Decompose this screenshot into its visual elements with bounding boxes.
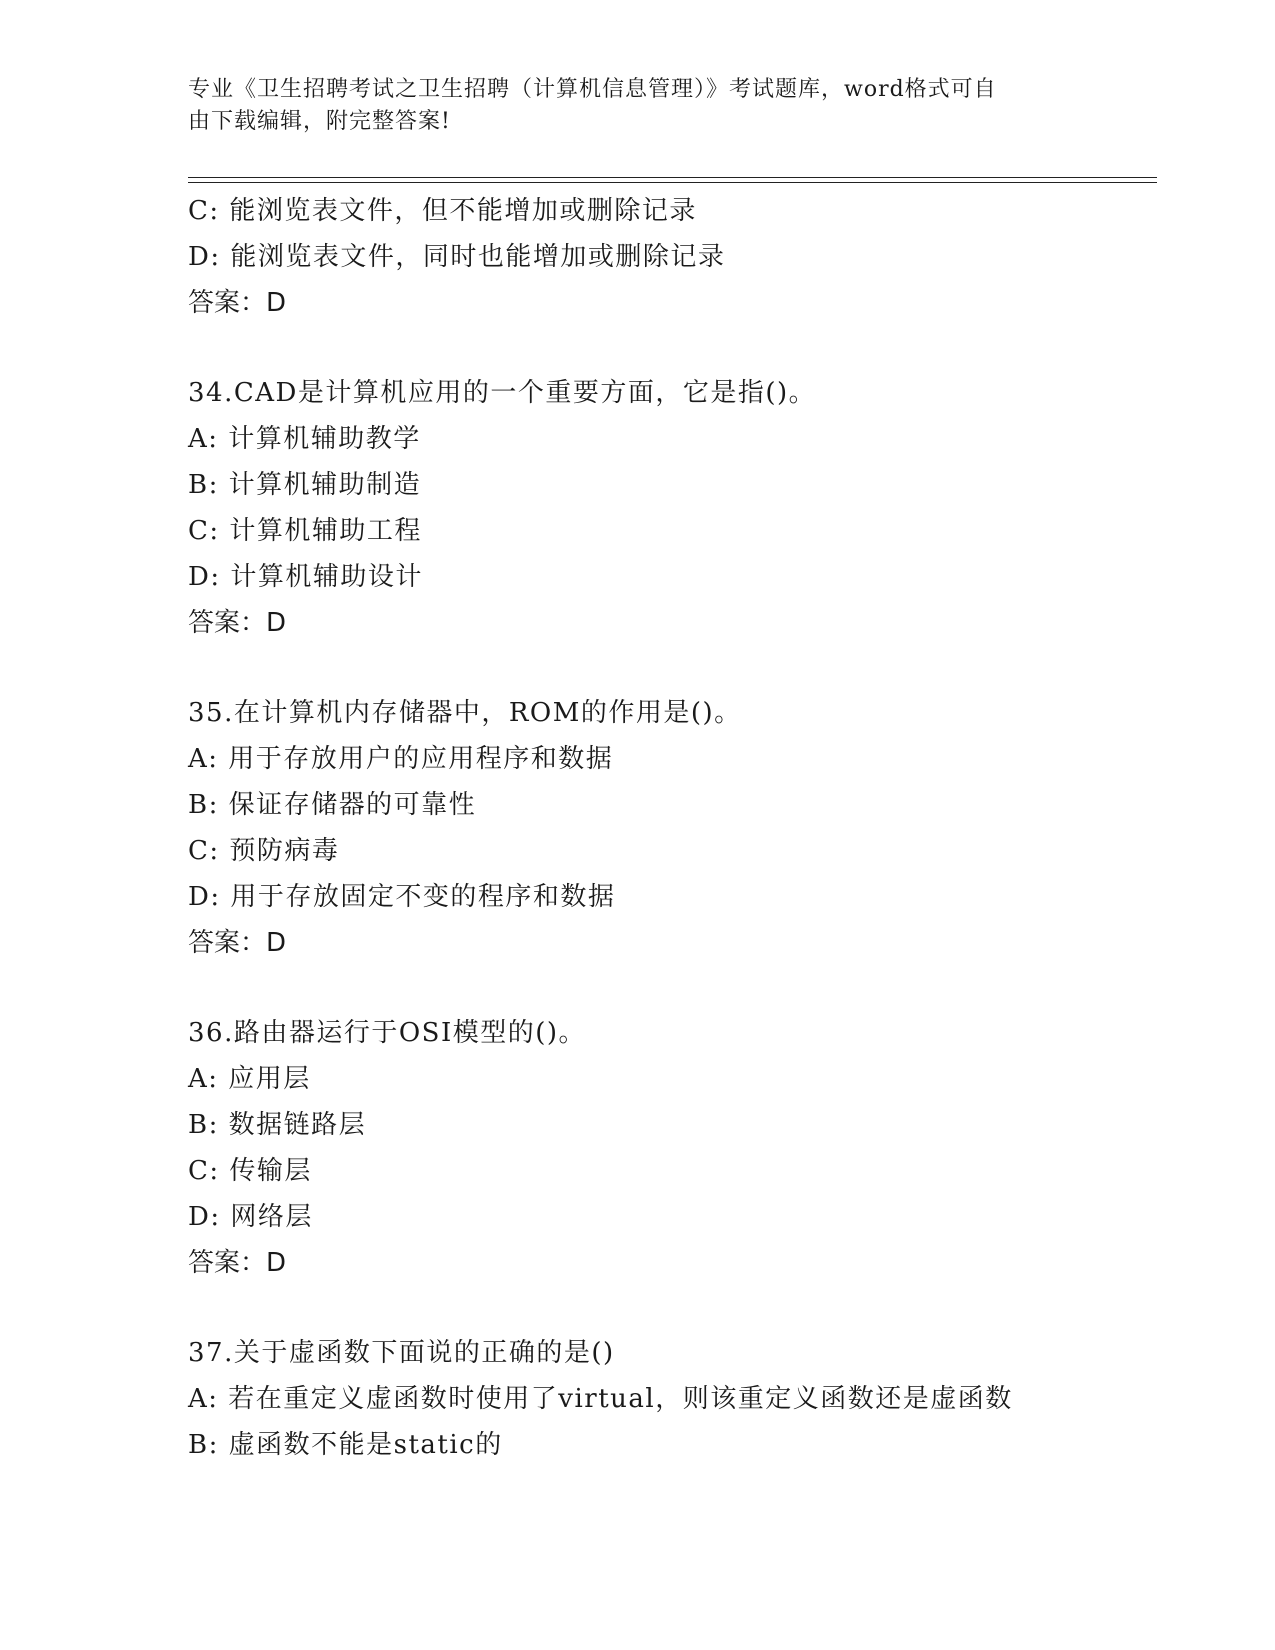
option-c: C: 传输层 <box>188 1156 312 1186</box>
answer: 答案：D <box>188 608 287 638</box>
answer: 答案：D <box>188 928 287 958</box>
header-rule-bottom <box>188 182 1157 183</box>
option-a: A: 应用层 <box>188 1064 311 1094</box>
option-c: C: 预防病毒 <box>188 836 340 866</box>
option-b: B: 虚函数不能是static的 <box>188 1430 503 1460</box>
header-rule-top <box>188 177 1157 178</box>
question-stem: 35.在计算机内存储器中，ROM的作用是()。 <box>188 698 742 728</box>
question-stem: 37.关于虚函数下面说的正确的是() <box>188 1338 615 1368</box>
option-a: A: 用于存放用户的应用程序和数据 <box>188 744 614 774</box>
spacer <box>188 326 1157 370</box>
header-line-2: 由下载编辑，附完整答案! <box>188 109 451 134</box>
question-stem: 36.路由器运行于OSI模型的()。 <box>188 1018 587 1048</box>
option-d: D: 计算机辅助设计 <box>188 562 423 592</box>
option-b: B: 数据链路层 <box>188 1110 367 1140</box>
option-d: D: 网络层 <box>188 1202 313 1232</box>
question-stem: 34.CAD是计算机应用的一个重要方面，它是指()。 <box>188 378 817 408</box>
question-35 <box>188 690 1157 966</box>
answer: 答案：D <box>188 1248 287 1278</box>
question-prev <box>188 188 1157 326</box>
spacer <box>188 1286 1157 1330</box>
header-line-1: 专业《卫生招聘考试之卫生招聘（计算机信息管理）》考试题库，word格式可自 <box>188 77 997 102</box>
document-header <box>188 74 1088 138</box>
option-d: D: 能浏览表文件，同时也能增加或删除记录 <box>188 242 726 272</box>
option-c: C: 计算机辅助工程 <box>188 516 422 546</box>
option-b: B: 保证存储器的可靠性 <box>188 790 477 820</box>
spacer <box>188 966 1157 1010</box>
question-list <box>188 188 1157 1468</box>
question-36 <box>188 1010 1157 1286</box>
option-c: C: 能浏览表文件，但不能增加或删除记录 <box>188 196 697 226</box>
option-b: B: 计算机辅助制造 <box>188 470 422 500</box>
spacer <box>188 646 1157 690</box>
option-a: A: 计算机辅助教学 <box>188 424 421 454</box>
option-a: A: 若在重定义虚函数时使用了virtual，则该重定义函数还是虚函数 <box>188 1384 1013 1414</box>
answer: 答案：D <box>188 288 287 318</box>
question-34 <box>188 370 1157 646</box>
option-d: D: 用于存放固定不变的程序和数据 <box>188 882 616 912</box>
question-37 <box>188 1330 1157 1468</box>
